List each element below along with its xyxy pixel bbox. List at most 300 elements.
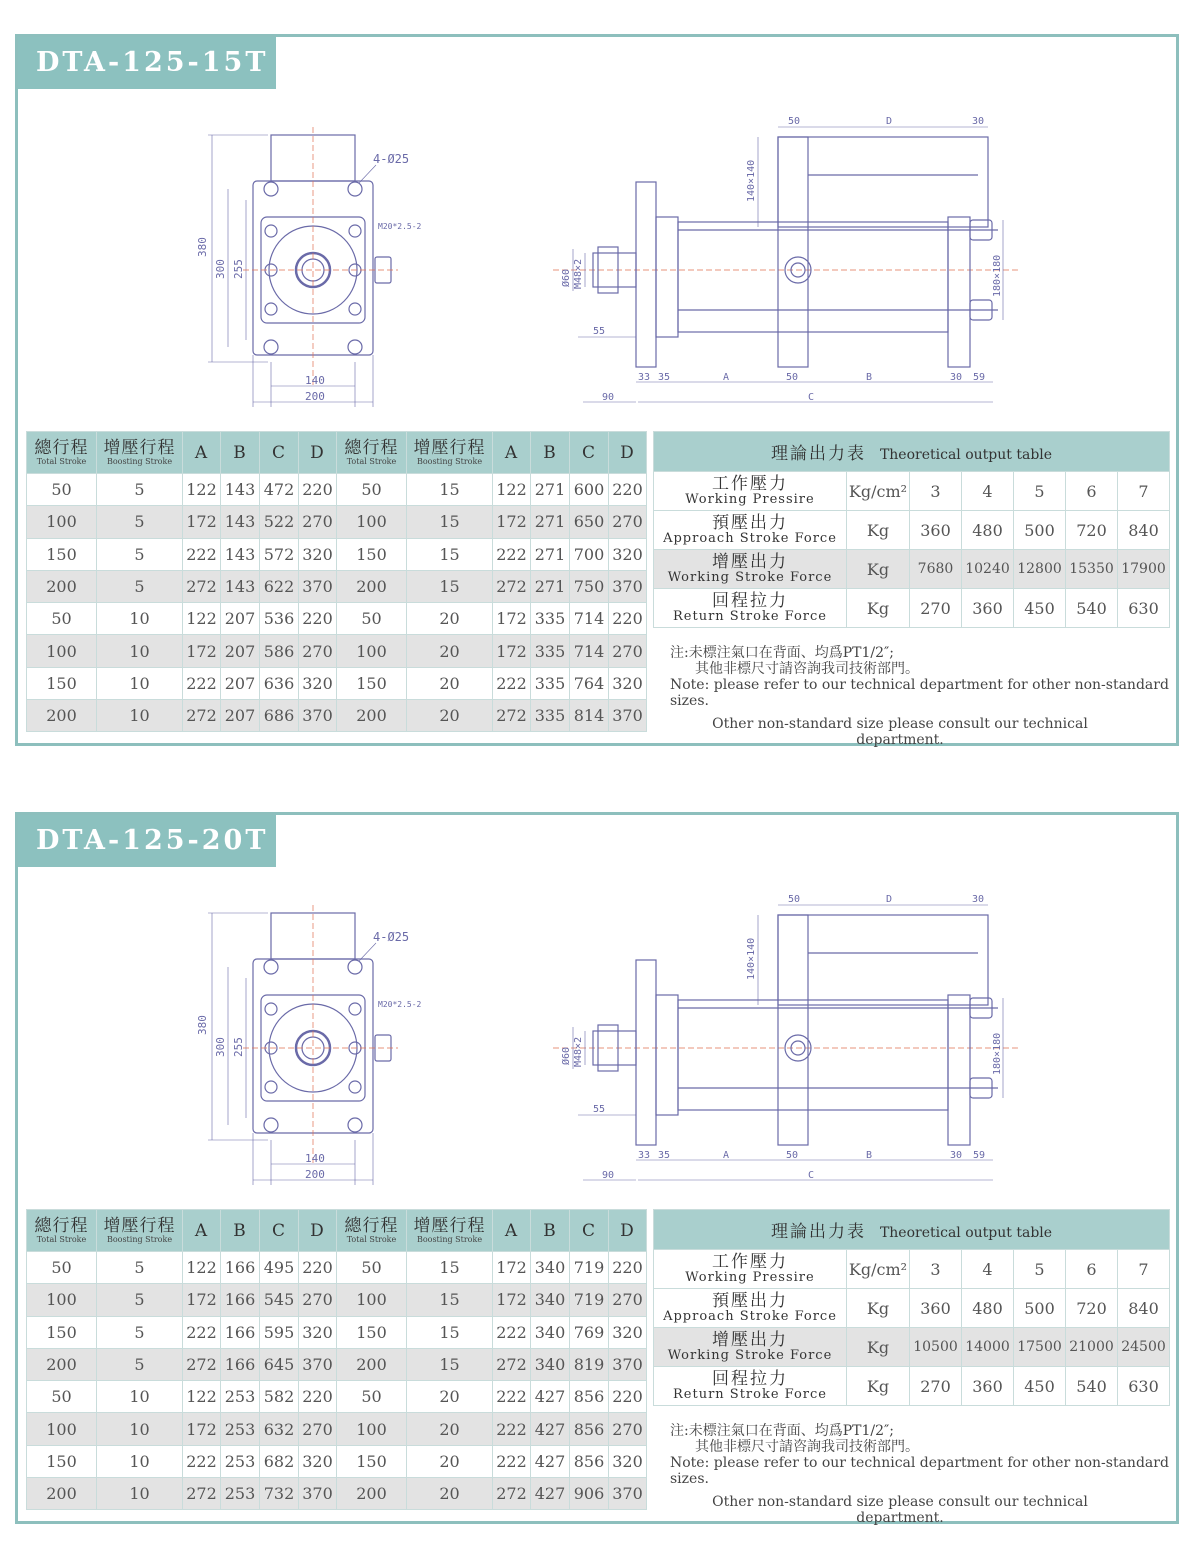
table-row: [27, 1252, 647, 1284]
table-cell: 5: [97, 474, 183, 506]
table-cell: 50: [337, 603, 407, 635]
table-cell: 572: [260, 538, 299, 570]
table-cell: 15: [407, 1252, 493, 1284]
table-cell: 272: [183, 1478, 221, 1510]
table-cell: 200: [337, 700, 407, 732]
table-cell: 536: [260, 603, 299, 635]
output-cell: 540: [1066, 1367, 1118, 1406]
header-zh: A: [194, 442, 209, 463]
table-cell: 370: [609, 1478, 647, 1510]
unit: Kg/cm²: [847, 472, 910, 511]
table-cell: 906: [570, 1478, 609, 1510]
label-30-top: 30: [972, 116, 985, 127]
table-cell: 272: [493, 1478, 531, 1510]
unit: Kg: [847, 589, 910, 628]
column-header: [221, 1210, 260, 1252]
header-zh: D: [310, 1220, 325, 1241]
output-cell: 7: [1118, 472, 1170, 511]
column-header: [609, 1210, 647, 1252]
label-140: 140: [305, 1152, 325, 1165]
unit: Kg: [847, 1328, 910, 1367]
table-cell: 172: [493, 1284, 531, 1316]
table-cell: 207: [221, 667, 260, 699]
label-140: 140: [305, 374, 325, 387]
table-cell: 200: [27, 1478, 97, 1510]
header-en: Boosting Stroke: [106, 457, 173, 466]
table-cell: 15: [407, 1284, 493, 1316]
table-cell: 253: [221, 1445, 260, 1477]
output-cell: 270: [910, 589, 962, 628]
table-cell: 207: [221, 700, 260, 732]
table-cell: 143: [221, 570, 260, 602]
table-cell: 15: [407, 538, 493, 570]
table-row: [27, 1413, 647, 1445]
table-cell: 122: [183, 474, 221, 506]
header-zh: 總行程: [344, 1216, 399, 1236]
column-header: [570, 1210, 609, 1252]
table-cell: 335: [531, 667, 570, 699]
table-cell: 200: [27, 700, 97, 732]
table-cell: 370: [299, 700, 337, 732]
table-cell: 222: [493, 1445, 531, 1477]
table-cell: 220: [609, 603, 647, 635]
table-row: [27, 1445, 647, 1477]
table-cell: 650: [570, 506, 609, 538]
table-cell: 270: [299, 506, 337, 538]
table-cell: 769: [570, 1316, 609, 1348]
table-cell: 172: [183, 1413, 221, 1445]
output-cell: 540: [1066, 589, 1118, 628]
label-holes: 4-Ø25: [373, 152, 410, 166]
table-cell: 272: [493, 700, 531, 732]
table-cell: 150: [337, 1316, 407, 1348]
table-cell: 222: [183, 667, 221, 699]
label-B: B: [866, 372, 873, 383]
side-view: [573, 127, 1003, 402]
center-lines: [243, 905, 1018, 1165]
table-cell: 20: [407, 1478, 493, 1510]
table-cell: 271: [531, 538, 570, 570]
unit: Kg: [847, 511, 910, 550]
table-cell: 632: [260, 1413, 299, 1445]
header-zh: A: [194, 1220, 209, 1241]
table-cell: 272: [493, 570, 531, 602]
header-zh: 增壓行程: [413, 438, 486, 458]
output-cell: 14000: [962, 1328, 1014, 1367]
table-cell: 5: [97, 538, 183, 570]
table-cell: 100: [27, 635, 97, 667]
table-cell: 5: [97, 570, 183, 602]
label-A: A: [723, 1150, 730, 1161]
column-header: [407, 432, 493, 474]
label-35: 35: [658, 1150, 671, 1161]
model-title: DTA-125-20T: [18, 815, 276, 867]
table-cell: 143: [221, 474, 260, 506]
column-header: [531, 432, 570, 474]
model-title: DTA-125-15T: [18, 37, 276, 89]
output-cell: 720: [1066, 1289, 1118, 1328]
table-cell: 172: [183, 1284, 221, 1316]
table-cell: 856: [570, 1445, 609, 1477]
table-cell: 220: [299, 1252, 337, 1284]
label-255: 255: [232, 259, 245, 279]
column-header: [183, 432, 221, 474]
table-cell: 370: [299, 1348, 337, 1380]
table-cell: 150: [27, 1445, 97, 1477]
output-cell: 360: [910, 511, 962, 550]
label-50-top: 50: [788, 116, 801, 127]
header-en: Total Stroke: [346, 1235, 397, 1244]
header-zh: C: [271, 442, 286, 463]
label-90: 90: [602, 1170, 615, 1181]
table-cell: 143: [221, 538, 260, 570]
column-header: [299, 1210, 337, 1252]
table-row: [27, 1381, 647, 1413]
table-cell: 270: [299, 635, 337, 667]
output-cell: 480: [962, 1289, 1014, 1328]
table-cell: 220: [609, 1381, 647, 1413]
output-cell: 450: [1014, 589, 1066, 628]
technical-drawing: [18, 97, 1178, 432]
table-cell: 222: [183, 538, 221, 570]
table-cell: 5: [97, 1316, 183, 1348]
table-cell: 100: [27, 1284, 97, 1316]
label-m48: M48×2: [573, 258, 584, 289]
table-cell: 856: [570, 1413, 609, 1445]
label-300: 300: [214, 1037, 227, 1057]
label-33: 33: [638, 372, 651, 383]
table-cell: 122: [183, 603, 221, 635]
label-30-bot: 30: [950, 372, 963, 383]
table-cell: 719: [570, 1284, 609, 1316]
output-cell: 3: [910, 1250, 962, 1289]
table-cell: 5: [97, 1252, 183, 1284]
note-zh-1: 注:未標注氣口在背面、均爲PT1/2″;: [670, 645, 894, 661]
table-cell: 320: [299, 538, 337, 570]
header-zh: C: [271, 1220, 286, 1241]
table-cell: 220: [609, 474, 647, 506]
table-row: [27, 1478, 647, 1510]
row-label-approach: 預壓出力 Approach Stroke Force: [654, 1289, 847, 1328]
label-90: 90: [602, 392, 615, 403]
table-cell: 50: [27, 1252, 97, 1284]
header-en: Boosting Stroke: [106, 1235, 173, 1244]
output-cell: 7680: [910, 550, 962, 589]
row-label-working: 增壓出力 Working Stroke Force: [654, 550, 847, 589]
table-row: [27, 667, 647, 699]
table-cell: 253: [221, 1381, 260, 1413]
table-cell: 340: [531, 1316, 570, 1348]
header-zh: A: [504, 1220, 519, 1241]
table-cell: 200: [27, 570, 97, 602]
table-cell: 50: [27, 1381, 97, 1413]
table-cell: 427: [531, 1445, 570, 1477]
row-label-pressure: 工作壓力 Working Pressire: [654, 1250, 847, 1289]
table-cell: 150: [337, 1445, 407, 1477]
note-en-2: Other non-standard size please consult our technical department.: [712, 716, 1088, 748]
table-cell: 10: [97, 635, 183, 667]
table-cell: 20: [407, 1381, 493, 1413]
table-cell: 50: [27, 603, 97, 635]
table-cell: 856: [570, 1381, 609, 1413]
center-lines: [243, 127, 1018, 387]
table-cell: 220: [299, 1381, 337, 1413]
label-200: 200: [305, 390, 325, 403]
header-zh: A: [504, 442, 519, 463]
table-row: [27, 635, 647, 667]
table-cell: 15: [407, 506, 493, 538]
header-zh: B: [543, 1220, 557, 1241]
table-cell: 270: [609, 635, 647, 667]
table-cell: 472: [260, 474, 299, 506]
output-table-title: 理論出力表 Theoretical output table: [654, 1210, 1170, 1250]
table-cell: 172: [493, 635, 531, 667]
note-zh-2: 其他非標尺寸請咨詢我司技術部門。: [695, 661, 919, 677]
column-header: [337, 432, 407, 474]
header-zh: B: [543, 442, 557, 463]
note-zh-1: 注:未標注氣口在背面、均爲PT1/2″;: [670, 1423, 894, 1439]
table-cell: 222: [493, 667, 531, 699]
table-cell: 50: [337, 1252, 407, 1284]
column-header: [493, 1210, 531, 1252]
table-cell: 10: [97, 700, 183, 732]
label-140x140: 140×140: [746, 937, 757, 980]
table-cell: 370: [609, 700, 647, 732]
table-cell: 340: [531, 1284, 570, 1316]
table-cell: 427: [531, 1478, 570, 1510]
label-C: C: [808, 392, 815, 403]
label-C: C: [808, 1170, 815, 1181]
table-cell: 253: [221, 1478, 260, 1510]
output-cell: 630: [1118, 589, 1170, 628]
table-cell: 272: [183, 700, 221, 732]
table-cell: 20: [407, 667, 493, 699]
output-cell: 360: [962, 1367, 1014, 1406]
table-cell: 100: [337, 506, 407, 538]
table-cell: 427: [531, 1413, 570, 1445]
table-cell: 150: [337, 667, 407, 699]
table-cell: 150: [27, 538, 97, 570]
header-zh: B: [233, 1220, 247, 1241]
header-zh: D: [310, 442, 325, 463]
table-cell: 270: [609, 506, 647, 538]
table-cell: 15: [407, 570, 493, 602]
table-cell: 636: [260, 667, 299, 699]
table-cell: 814: [570, 700, 609, 732]
label-D: D: [886, 116, 893, 127]
output-cell: 450: [1014, 1367, 1066, 1406]
table-cell: 5: [97, 1284, 183, 1316]
table-cell: 5: [97, 506, 183, 538]
table-cell: 270: [609, 1413, 647, 1445]
product-panel-15t: [15, 34, 1179, 746]
column-header: [183, 1210, 221, 1252]
label-55: 55: [593, 326, 606, 337]
table-cell: 270: [609, 1284, 647, 1316]
label-holes: 4-Ø25: [373, 930, 410, 944]
column-header: [221, 432, 260, 474]
table-cell: 20: [407, 1445, 493, 1477]
table-cell: 320: [609, 1445, 647, 1477]
table-cell: 335: [531, 635, 570, 667]
table-cell: 320: [609, 1316, 647, 1348]
table-cell: 522: [260, 506, 299, 538]
table-cell: 100: [337, 1413, 407, 1445]
column-header: [531, 1210, 570, 1252]
table-cell: 150: [27, 1316, 97, 1348]
output-cell: 5: [1014, 1250, 1066, 1289]
row-label-pressure: 工作壓力 Working Pressire: [654, 472, 847, 511]
output-cell: 840: [1118, 511, 1170, 550]
header-zh: 總行程: [344, 438, 399, 458]
table-cell: 714: [570, 603, 609, 635]
column-header: [570, 432, 609, 474]
output-cell: 630: [1118, 1367, 1170, 1406]
table-cell: 719: [570, 1252, 609, 1284]
column-header: [260, 1210, 299, 1252]
table-cell: 320: [299, 1316, 337, 1348]
table-row: [27, 570, 647, 602]
table-cell: 272: [183, 570, 221, 602]
label-33: 33: [638, 1150, 651, 1161]
note-en-1: Note: please refer to our technical department for other non-standard sizes.: [670, 1455, 1169, 1487]
table-cell: 222: [183, 1316, 221, 1348]
label-A: A: [723, 372, 730, 383]
note-zh-2: 其他非標尺寸請咨詢我司技術部門。: [695, 1439, 919, 1455]
table-cell: 253: [221, 1413, 260, 1445]
table-row: [27, 1284, 647, 1316]
table-cell: 5: [97, 1348, 183, 1380]
column-header: [493, 432, 531, 474]
table-cell: 335: [531, 700, 570, 732]
table-cell: 370: [609, 1348, 647, 1380]
table-cell: 166: [221, 1316, 260, 1348]
output-cell: 720: [1066, 511, 1118, 550]
table-cell: 764: [570, 667, 609, 699]
table-cell: 222: [493, 1413, 531, 1445]
table-cell: 122: [493, 474, 531, 506]
table-cell: 100: [337, 635, 407, 667]
column-header: [407, 1210, 493, 1252]
table-cell: 222: [183, 1445, 221, 1477]
output-cell: 24500: [1118, 1328, 1170, 1367]
table-cell: 732: [260, 1478, 299, 1510]
label-55: 55: [593, 1104, 606, 1115]
column-header: [97, 432, 183, 474]
header-zh: D: [620, 1220, 635, 1241]
table-cell: 20: [407, 700, 493, 732]
notes: [670, 1423, 1170, 1526]
label-140x140: 140×140: [746, 159, 757, 202]
table-cell: 645: [260, 1348, 299, 1380]
header-zh: 增壓行程: [103, 1216, 176, 1236]
output-cell: 500: [1014, 1289, 1066, 1328]
table-cell: 586: [260, 635, 299, 667]
unit: Kg: [847, 550, 910, 589]
product-panel-20t: [15, 812, 1179, 1524]
output-cell: 7: [1118, 1250, 1170, 1289]
output-cell: 6: [1066, 1250, 1118, 1289]
table-cell: 150: [27, 667, 97, 699]
label-50-bot: 50: [786, 1150, 799, 1161]
table-row: [27, 474, 647, 506]
header-zh: 增壓行程: [413, 1216, 486, 1236]
table-cell: 682: [260, 1445, 299, 1477]
table-cell: 10: [97, 1381, 183, 1413]
table-cell: 50: [337, 1381, 407, 1413]
column-header: [97, 1210, 183, 1252]
output-cell: 360: [910, 1289, 962, 1328]
table-cell: 100: [27, 506, 97, 538]
dimension-table: [26, 431, 647, 732]
table-cell: 20: [407, 1413, 493, 1445]
table-row: [27, 538, 647, 570]
table-cell: 207: [221, 635, 260, 667]
header-zh: C: [581, 442, 596, 463]
table-cell: 340: [531, 1348, 570, 1380]
label-380: 380: [196, 237, 209, 257]
table-cell: 320: [299, 1445, 337, 1477]
table-cell: 370: [299, 1478, 337, 1510]
label-35: 35: [658, 372, 671, 383]
table-cell: 320: [609, 538, 647, 570]
table-cell: 335: [531, 603, 570, 635]
header-en: Total Stroke: [36, 457, 87, 466]
table-cell: 272: [493, 1348, 531, 1380]
output-cell: 4: [962, 1250, 1014, 1289]
side-view: [573, 905, 1003, 1180]
table-cell: 271: [531, 506, 570, 538]
note-en-2: Other non-standard size please consult our technical department.: [712, 1494, 1088, 1526]
table-cell: 10: [97, 603, 183, 635]
table-cell: 20: [407, 603, 493, 635]
header-zh: 增壓行程: [103, 438, 176, 458]
table-row: [27, 1316, 647, 1348]
table-cell: 370: [299, 570, 337, 602]
table-cell: 271: [531, 474, 570, 506]
table-cell: 10: [97, 667, 183, 699]
table-cell: 50: [27, 474, 97, 506]
table-cell: 20: [407, 635, 493, 667]
table-cell: 220: [299, 474, 337, 506]
label-d60: Ø60: [561, 268, 572, 287]
table-cell: 150: [337, 538, 407, 570]
output-cell: 10500: [910, 1328, 962, 1367]
output-cell: 6: [1066, 472, 1118, 511]
output-table: [653, 1209, 1170, 1406]
table-cell: 340: [531, 1252, 570, 1284]
output-cell: 21000: [1066, 1328, 1118, 1367]
table-cell: 222: [493, 1381, 531, 1413]
table-cell: 200: [337, 1478, 407, 1510]
column-header: [27, 1210, 97, 1252]
table-cell: 495: [260, 1252, 299, 1284]
label-255: 255: [232, 1037, 245, 1057]
column-header: [337, 1210, 407, 1252]
table-cell: 222: [493, 1316, 531, 1348]
header-zh: C: [581, 1220, 596, 1241]
table-cell: 271: [531, 570, 570, 602]
table-row: [27, 700, 647, 732]
table-cell: 166: [221, 1284, 260, 1316]
column-header: [27, 432, 97, 474]
output-cell: 15350: [1066, 550, 1118, 589]
table-cell: 122: [183, 1252, 221, 1284]
table-cell: 166: [221, 1348, 260, 1380]
table-cell: 172: [183, 635, 221, 667]
table-cell: 15: [407, 1316, 493, 1348]
output-cell: 480: [962, 511, 1014, 550]
